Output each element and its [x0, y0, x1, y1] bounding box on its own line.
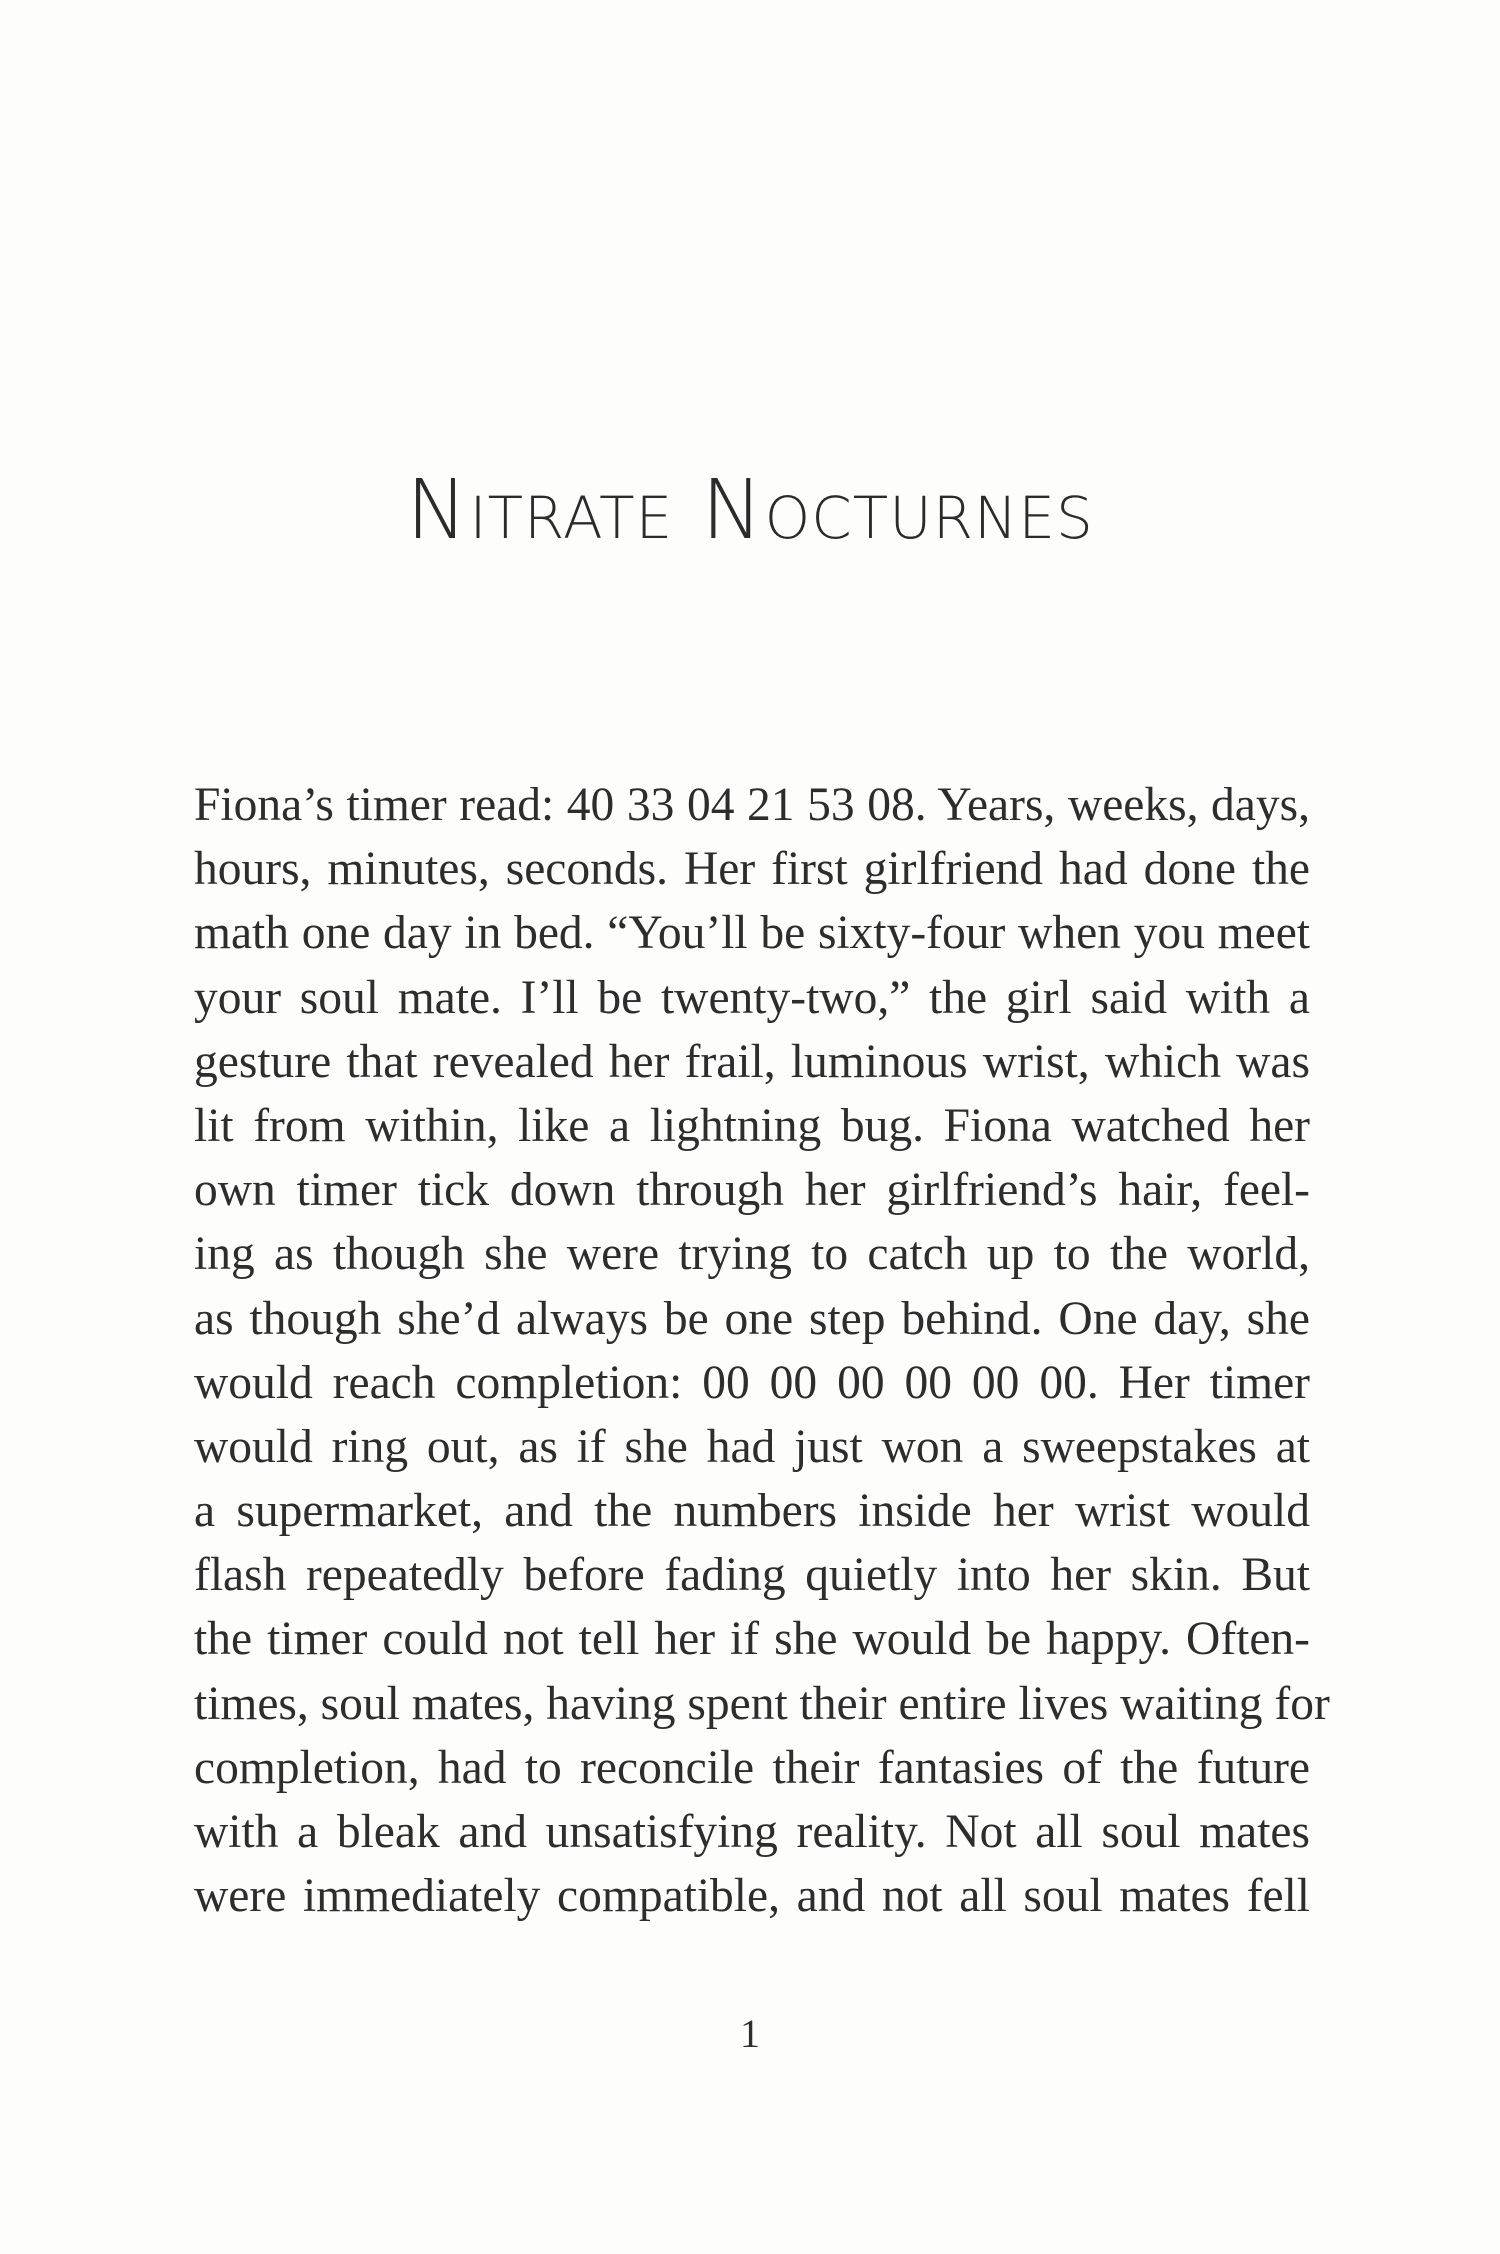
text-line: times, soul mates, having spent their entire lives waiting for	[194, 1677, 1330, 1730]
text-line: own timer tick down through her girlfriend’s hair, feel-	[194, 1164, 1310, 1217]
text-line: lit from within, like a lightning bug. Fiona watched her	[194, 1099, 1310, 1152]
page-number: 1	[740, 2011, 760, 2056]
text-line: with a bleak and unsatisfying reality. Not all soul mates	[194, 1806, 1310, 1858]
title-initial-2: N	[701, 463, 765, 558]
text-line: completion, had to reconcile their fantasies of the future	[194, 1741, 1310, 1794]
text-line: a supermarket, and the numbers inside her wrist would	[194, 1485, 1310, 1538]
text-line: as though she’d always be one step behind. One day, she	[194, 1292, 1310, 1345]
title-rest-1: ITRATE	[469, 484, 674, 552]
text-line: would ring out, as if she had just won a sweepstakes at	[194, 1420, 1310, 1473]
text-line: math one day in bed. “You’ll be sixty-four when you meet	[194, 907, 1310, 960]
text-line: the timer could not tell her if she would be happy. Often-	[194, 1613, 1310, 1666]
text-line: gesture that revealed her frail, luminous wrist, which was	[194, 1035, 1310, 1088]
body-paragraph	[194, 773, 1330, 1928]
text-line: hours, minutes, seconds. Her first girlfriend had done the	[194, 843, 1310, 896]
text-line: flash repeatedly before fading quietly into her skin. But	[194, 1549, 1310, 1602]
title-rest-2: OCTURNES	[764, 484, 1094, 552]
text-line: would reach completion: 00 00 00 00 00 00. Her timer	[194, 1356, 1310, 1409]
text-line: ing as though she were trying to catch up to the world,	[194, 1228, 1310, 1281]
text-line: were immediately compatible, and not all soul mates fell	[194, 1870, 1310, 1923]
title-initial-1: N	[406, 463, 470, 558]
text-line: Fiona’s timer read: 40 33 04 21 53 08. Years, weeks, days,	[194, 779, 1310, 831]
text-line: your soul mate. I’ll be twenty-two,” the girl said with a	[194, 971, 1310, 1024]
chapter-title	[0, 463, 1500, 558]
